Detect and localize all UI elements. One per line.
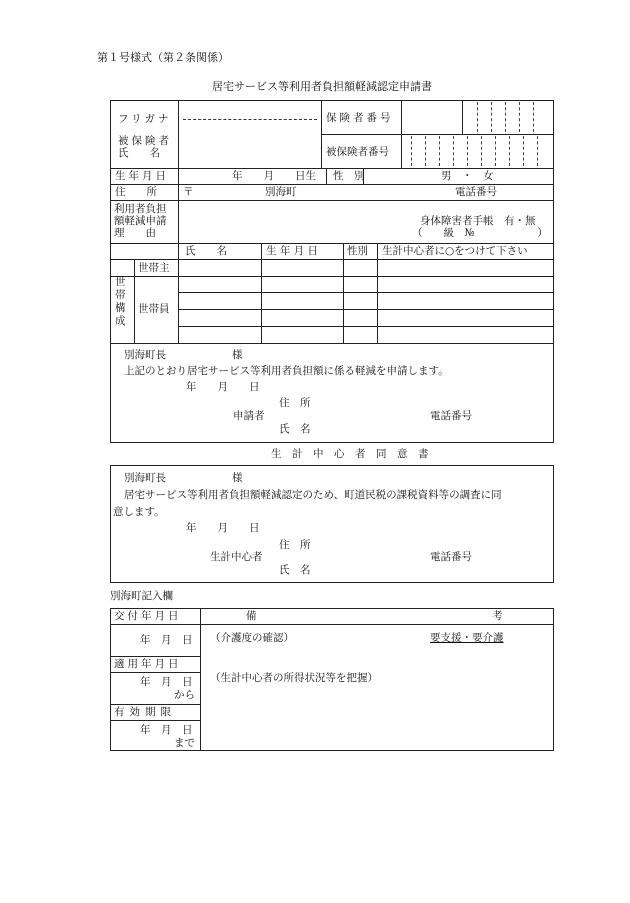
until-label: まで	[174, 737, 195, 749]
remarks-label-2: 考	[492, 610, 503, 622]
head-label: 世帯主	[138, 262, 170, 274]
col-birth: 生 年 月 日	[266, 245, 319, 257]
consent-box	[110, 465, 554, 583]
consent-title: 生 計 中 心 者 同 意 書	[271, 448, 429, 460]
birth-label: 生年月日	[115, 170, 169, 182]
furigana-label: フリガナ	[118, 113, 172, 125]
care-levels: 要支援・要介護	[430, 632, 504, 644]
phone-label: 電話番号	[455, 186, 497, 198]
gender-options: 男 ・ 女	[441, 170, 494, 182]
consent-addressee: 別海町長	[124, 472, 166, 484]
gender-label: 性 別	[333, 170, 365, 182]
disability-label: 身体障害者手帳 有・無	[420, 215, 536, 227]
apply-date-value: 年 月 日	[140, 676, 193, 688]
household-label: 世帯構成	[115, 276, 126, 327]
issue-date-label: 交付年月日	[114, 610, 182, 622]
town-name: 別海町	[265, 186, 297, 198]
remarks-label-1: 備	[246, 610, 257, 622]
application-phone-label: 電話番号	[430, 410, 472, 422]
reason-label-1: 利用者負担	[114, 203, 167, 215]
care-check: （介護度の確認）	[210, 632, 294, 644]
application-honorific: 様	[232, 349, 243, 361]
reason-label-3: 理 由	[114, 227, 156, 239]
address-label: 住 所	[115, 186, 157, 198]
consent-address-label: 住 所	[279, 539, 311, 551]
consent-phone-label: 電話番号	[430, 551, 472, 563]
form-title: 居宅サービス等利用者負担額軽減認定申請書	[212, 80, 432, 93]
apply-date-label: 適用年月日	[114, 658, 182, 670]
consent-honorific: 様	[232, 472, 243, 484]
disability-grade: （ 級 № ）	[412, 227, 548, 239]
consent-person-label: 生計中心者	[210, 551, 263, 563]
office-section-label: 別海町記入欄	[110, 590, 173, 602]
application-addressee: 別海町長	[124, 349, 166, 361]
valid-date-value: 年 月 日	[140, 724, 193, 736]
insured-name-label: 被保険者	[118, 135, 172, 147]
postal-mark: 〒	[183, 186, 194, 198]
insured-number-label: 被保険者番号	[326, 146, 389, 158]
reason-label-2: 額軽減申請	[114, 215, 167, 227]
application-address-label: 住 所	[279, 397, 311, 409]
insured-name-label-2: 氏 名	[118, 147, 160, 159]
col-gender: 性別	[347, 245, 368, 257]
income-check: （生計中心者の所得状況等を把握）	[210, 672, 378, 684]
application-body: 上記のとおり居宅サービス等利用者負担額に係る軽減を申請します。	[124, 365, 449, 377]
birth-value: 年 月 日生	[232, 170, 316, 182]
member-label: 世帯員	[138, 303, 170, 315]
from-label: から	[174, 689, 195, 701]
consent-body-1: 居宅サービス等利用者負担額軽減認定のため、町道民税の課税資料等の調査に同	[124, 489, 502, 501]
insurer-number-label: 保険者番号	[326, 112, 394, 124]
application-date: 年 月 日	[186, 381, 260, 393]
valid-label: 有効期限	[114, 706, 176, 718]
consent-body-2: 意します。	[113, 506, 165, 518]
col-note: 生計中心者に○をつけて下さい	[382, 245, 528, 257]
col-name: 氏 名	[185, 245, 227, 257]
applicant-label: 申請者	[233, 410, 265, 422]
issue-date-value: 年 月 日	[140, 634, 193, 646]
consent-name-label: 氏 名	[279, 564, 311, 576]
application-name-label: 氏 名	[279, 423, 311, 435]
consent-date: 年 月 日	[186, 522, 260, 534]
form-code: 第１号様式（第２条関係）	[97, 51, 229, 64]
